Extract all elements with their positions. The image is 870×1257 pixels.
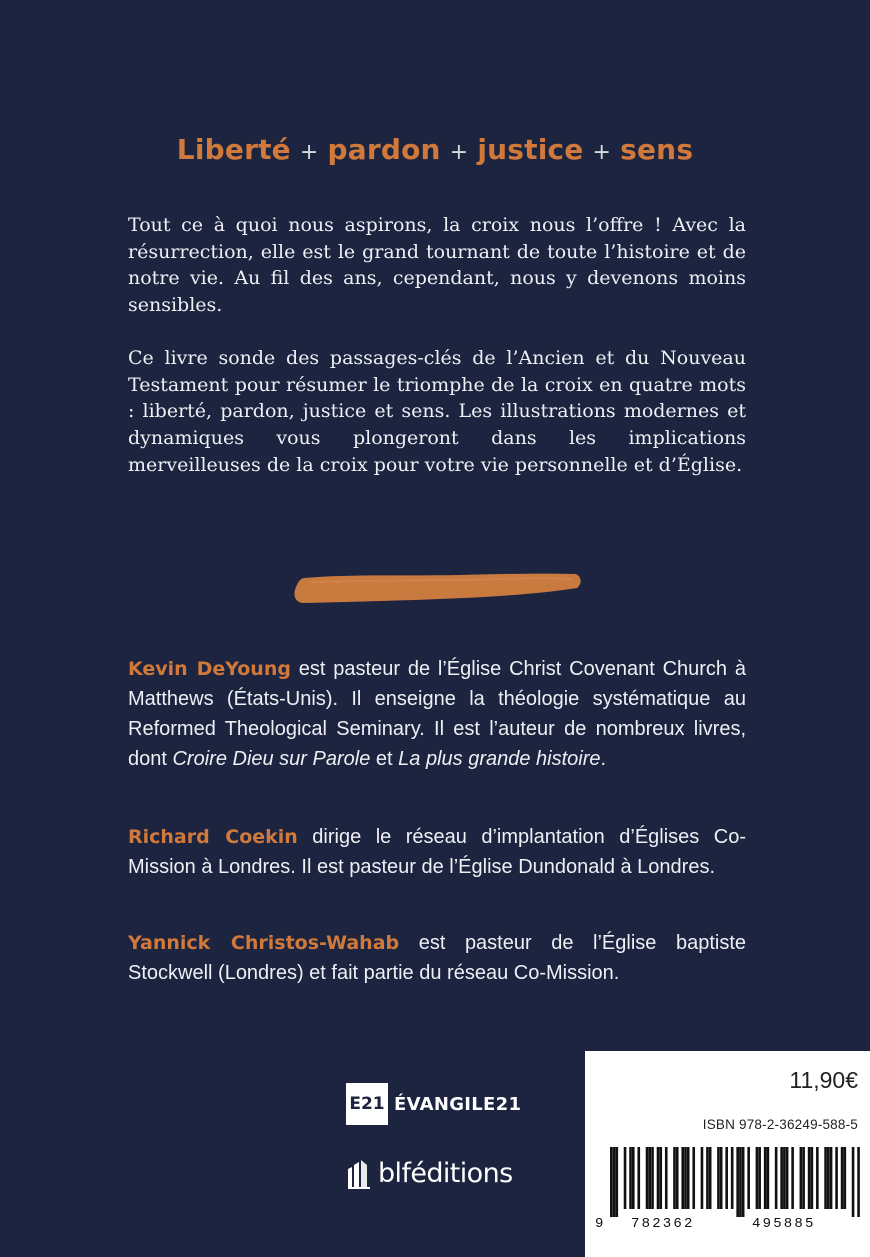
barcode-bar — [624, 1147, 627, 1209]
barcode-bar — [739, 1147, 742, 1217]
author-name: Kevin DeYoung — [128, 658, 291, 680]
barcode-bar — [615, 1147, 618, 1217]
barcode-bar — [786, 1147, 789, 1209]
barcode-bar — [637, 1147, 640, 1209]
barcode-bar — [725, 1147, 728, 1209]
barcode-bar — [731, 1147, 734, 1209]
barcode-bar — [800, 1147, 803, 1209]
barcode-bar — [767, 1147, 770, 1209]
author-bio-text: est pasteur de l’Église Christ Covenant Church à Matthews (États-Unis). Il enseigne la théologie systématique au Reformed Theological Seminary. Il est l’auteur de nombreux livres, dont — [128, 658, 746, 770]
barcode-digits-right: 495885 — [752, 1216, 816, 1232]
barcode-bar — [747, 1147, 750, 1209]
headline-word-justice: justice — [477, 133, 584, 166]
barcode-bar — [775, 1147, 778, 1209]
barcode-bar — [701, 1147, 704, 1209]
author-bio-richard-coekin — [128, 822, 746, 882]
barcode-panel — [585, 1051, 870, 1257]
barcode-bar — [764, 1147, 767, 1209]
author-bio-kevin-deyoung — [128, 654, 746, 774]
author-name: Richard Coekin — [128, 826, 298, 848]
barcode-digits-first: 9 — [595, 1216, 606, 1232]
barcode-bar — [742, 1147, 745, 1217]
barcode-bar — [811, 1147, 814, 1209]
blf-editions-wordmark: blféditions — [378, 1158, 513, 1189]
author-bio-text: et — [370, 748, 399, 770]
barcode-bar — [687, 1147, 690, 1209]
barcode-bar — [629, 1147, 632, 1209]
barcode-bar — [830, 1147, 833, 1209]
barcode-bar — [706, 1147, 709, 1209]
barcode-bar — [783, 1147, 786, 1209]
headline — [0, 133, 870, 166]
headline-word-liberte: Liberté — [176, 133, 291, 166]
barcode-bar — [646, 1147, 649, 1209]
barcode-bar — [676, 1147, 679, 1209]
barcode-bar — [720, 1147, 723, 1209]
headline-word-pardon: pardon — [327, 133, 441, 166]
description-paragraph-1: Tout ce à quoi nous aspirons, la croix nous l’offre ! Avec la résurrection, elle est le grand tournant de toute l’histoire et de notre vie. Au fil des ans, cependant, nous y devenons moins sensibles. — [128, 214, 746, 317]
orange-brush-stroke — [290, 570, 584, 606]
barcode-bar — [808, 1147, 811, 1209]
price: 11,90€ — [789, 1067, 858, 1093]
barcode-bar — [844, 1147, 847, 1209]
barcode-bar — [736, 1147, 739, 1217]
author-bio-text: dirige le réseau d’implantation d’Églises Co-Mission à Londres. Il est pasteur de l’Église Dundonald à Londres. — [128, 826, 746, 878]
barcode-bar — [841, 1147, 844, 1209]
barcode-bar — [673, 1147, 676, 1209]
evangile21-logo — [346, 1083, 521, 1125]
blf-editions-logo — [346, 1158, 513, 1189]
author-bio-text: est pasteur de l’Église baptiste Stockwell (Londres) et fait partie du réseau Co-Mission. — [128, 932, 747, 984]
isbn: ISBN 978-2-36249-588-5 — [702, 1117, 858, 1132]
barcode-digits-left: 782362 — [631, 1216, 695, 1232]
barcode-bar — [756, 1147, 759, 1209]
headline-plus: + — [449, 140, 469, 165]
barcode-bar — [709, 1147, 712, 1209]
barcode-bar — [692, 1147, 695, 1209]
barcode-bar — [613, 1147, 616, 1217]
author-bio-yannick-christos-wahab — [128, 928, 746, 988]
barcode-bar — [648, 1147, 651, 1209]
barcode-bar — [684, 1147, 687, 1209]
e21-badge: E21 — [346, 1083, 388, 1125]
barcode-bars — [610, 1147, 860, 1217]
barcode-bar — [816, 1147, 819, 1209]
author-name: Yannick Christos-Wahab — [128, 932, 400, 954]
barcode-bar — [852, 1147, 855, 1217]
barcode-bar — [827, 1147, 830, 1209]
barcode-bar — [665, 1147, 668, 1209]
barcode-bar — [657, 1147, 660, 1209]
barcode-bar — [758, 1147, 761, 1209]
barcode-bar — [857, 1147, 860, 1217]
barcode-bar — [791, 1147, 794, 1209]
barcode-bar — [659, 1147, 662, 1209]
blf-book-icon — [346, 1159, 372, 1189]
barcode-bar — [780, 1147, 783, 1209]
barcode-bar — [681, 1147, 684, 1209]
barcode-bar — [824, 1147, 827, 1209]
book-title: Croire Dieu sur Parole — [172, 748, 371, 770]
barcode-bar — [835, 1147, 838, 1209]
headline-plus: + — [592, 140, 612, 165]
barcode-bar — [632, 1147, 635, 1209]
headline-word-sens: sens — [620, 133, 694, 166]
headline-plus: + — [299, 140, 319, 165]
barcode-bar — [651, 1147, 654, 1209]
barcode-bar — [717, 1147, 720, 1209]
author-bio-text: . — [600, 748, 607, 770]
barcode-bar — [802, 1147, 805, 1209]
description-paragraph-2: Ce livre sonde des passages-clés de l’Ancien et du Nouveau Testament pour résumer le triomphe de la croix en quatre mots : liberté, pardon, justice et sens. Les illustrations modernes et dynamiques vous plongeront dans les implications merveilleuses de la croix pour votre vie personnelle et d’Église. — [128, 347, 746, 476]
evangile21-wordmark: ÉVANGILE21 — [394, 1093, 522, 1115]
book-title: La plus grande histoire — [398, 748, 601, 770]
barcode-bar — [610, 1147, 613, 1217]
